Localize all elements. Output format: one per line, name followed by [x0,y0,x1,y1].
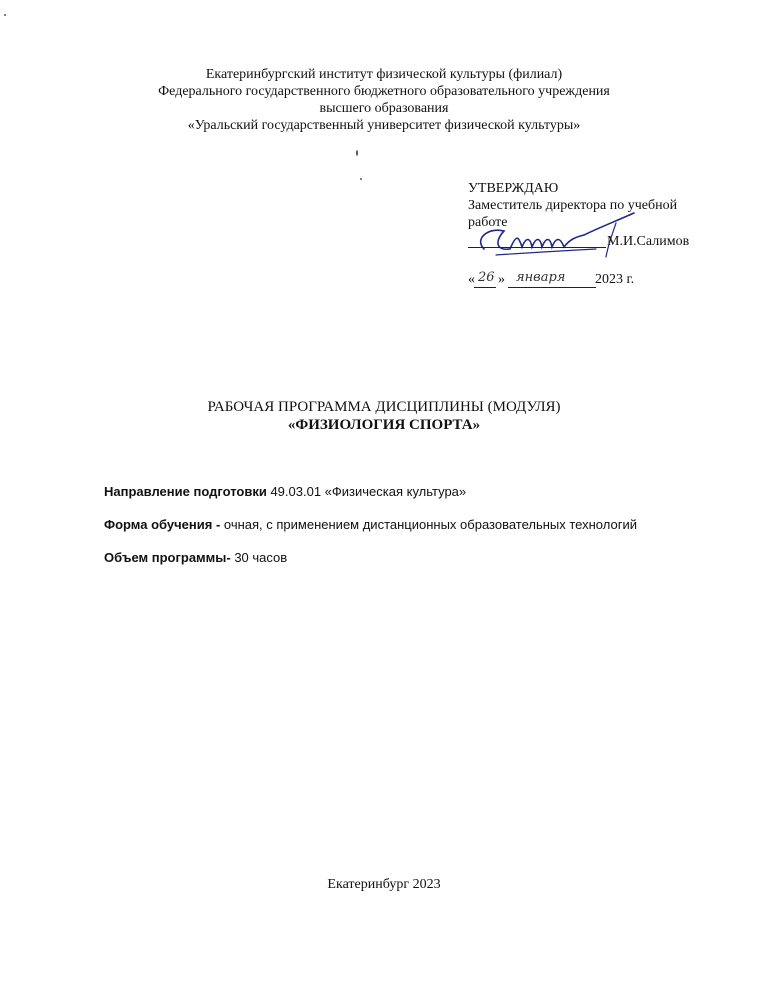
program-details [104,484,664,583]
volume-value: 30 часов [230,550,288,565]
form-value: очная, с применением дистанционных образовательных технологий [220,517,637,532]
scan-speck [4,14,6,16]
approval-position-line-1: Заместитель директора по учебной [468,198,678,213]
volume-label: Объем программы- [104,550,231,565]
direction-row [104,484,664,499]
date-close-quote: » [498,272,505,287]
date-open-quote: « [468,272,475,287]
title-line-1: РАБОЧАЯ ПРОГРАММА ДИСЦИПЛИНЫ (МОДУЛЯ) [207,399,561,415]
approval-date [468,271,718,291]
date-year: 2023 г. [595,272,635,287]
city-year: Екатеринбург 2023 [327,877,441,892]
direction-value: 49.03.01 «Физическая культура» [266,484,467,499]
direction-label: Направление подготовки [104,484,267,499]
signature-line [468,247,606,248]
approval-title: УТВЕРЖДАЮ [468,181,559,196]
date-day: 26 [478,270,495,285]
approver-name: М.И.Салимов [607,234,690,249]
signature-row [468,231,718,251]
approval-block [468,180,718,291]
document-title [0,398,768,434]
header-line-3: высшего образования [319,101,449,116]
form-row [104,517,664,532]
scan-speck [360,178,362,180]
title-line-2: «ФИЗИОЛОГИЯ СПОРТА» [287,417,481,433]
header-line-2: Федерального государственного бюджетного образовательного учреждения [158,84,610,99]
volume-row [104,550,664,565]
header-line-1: Екатеринбургский институт физической культуры (филиал) [205,67,563,82]
date-month-underline [508,273,596,288]
date-month: января [516,270,566,285]
form-label: Форма обучения - [104,517,221,532]
approval-position-line-2: работе [468,215,508,230]
institution-header [0,66,768,134]
date-day-underline [474,273,496,288]
header-line-4: «Уральский государственный университет физической культуры» [187,118,581,133]
scan-speck [356,150,358,156]
